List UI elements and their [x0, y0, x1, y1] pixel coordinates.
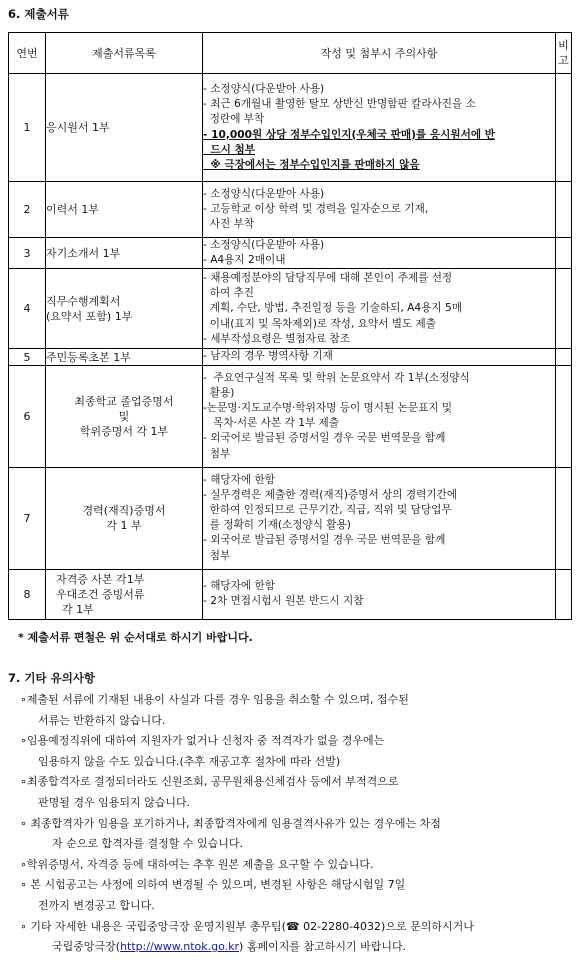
remark-cell	[556, 569, 572, 619]
note-line: 이내(표지 및 목차제외)로 작성, 요약서 별도 제출	[203, 317, 437, 330]
document-name	[46, 238, 203, 269]
table-row	[9, 467, 572, 569]
row-number: 6	[9, 365, 46, 467]
remark-cell	[556, 349, 572, 365]
list-item	[20, 690, 575, 731]
notice-list	[20, 690, 575, 958]
remark-cell	[556, 365, 572, 467]
note-line: 첨부	[203, 549, 231, 562]
row-number: 3	[9, 238, 46, 269]
note-line: - 주요연구실적 목록 및 학위 논문요약서 각 1부(소정양식	[203, 371, 470, 384]
document-name-line: 각 1 부	[106, 519, 142, 533]
note-line: - A4용지 2매이내	[203, 254, 286, 267]
header-notes: 작성 및 첨부시 주의사항	[203, 33, 556, 74]
row-number: 5	[9, 349, 46, 365]
remark-cell	[556, 269, 572, 349]
table-row	[9, 74, 572, 182]
table-row	[9, 569, 572, 619]
note-line: - 해당자에 한함	[203, 473, 275, 486]
document-name-line: 응시원서 1부	[46, 121, 110, 134]
row-number: 8	[9, 569, 46, 619]
homepage-line: 국립중앙극장(http://www.ntok.go.kr) 홈페이지를 참고하시기 바랍니다.	[52, 940, 407, 954]
document-name	[46, 349, 203, 365]
notes-cell	[203, 349, 556, 365]
notes-cell	[203, 467, 556, 569]
document-name-line: 최종학교 졸업증명서	[74, 394, 174, 408]
notes-cell	[203, 569, 556, 619]
contact-line: ∘ 기타 자세한 내용은 국립중앙극장 운영지원부 총무팀(☎ 02-2280-4032)으로 문의하시거나	[20, 919, 474, 933]
list-item-line: ∘ 본 시험공고는 사정에 의하여 변경될 수 있으며, 변경된 사항은 해당시험일 7일	[20, 878, 406, 892]
document-name-line: 주민등록초본 1부	[46, 350, 131, 364]
remark-cell	[556, 74, 572, 182]
document-name-line: 자기소개서 1부	[46, 246, 121, 260]
list-item	[20, 731, 575, 772]
document-name-line: 우대조건 증빙서류	[56, 587, 145, 601]
section-7-title: 7. 기타 유의사항	[8, 671, 96, 685]
note-line: - 소정양식(다운받아 사용)	[203, 82, 325, 95]
document-name-line: 자격증 사본 각1부	[56, 572, 145, 586]
section-6-title: 6. 제출서류	[8, 7, 69, 21]
document-name-line: (요약서 포함) 1부	[46, 309, 133, 323]
note-line: - 외국어로 발급된 증명서일 경우 국문 번역문을 함께	[203, 432, 446, 445]
list-item-line: ∘임용예정직위에 대하여 지원자가 없거나 신청자 중 적격자가 없을 경우에는	[20, 734, 385, 748]
list-item	[20, 855, 575, 876]
note-line: - 고등학교 이상 학력 및 경력을 일자순으로 기재,	[203, 202, 429, 215]
document-name	[46, 365, 203, 467]
document-name-line: 경력(재직)증명서	[82, 504, 166, 518]
list-item-line: ∘ 최종합격자가 임용을 포기하거나, 최종합격자에게 임용결격사유가 있는 경우에는 차점	[20, 816, 441, 830]
note-line: 목차·서론 사본 각 1부 제출	[203, 417, 340, 430]
notes-cell	[203, 182, 556, 238]
list-item-line: 서류는 반환하지 않습니다.	[38, 713, 166, 727]
note-line: - 실무경력은 제출한 경력(재직)증명서 상의 경력기간에	[203, 488, 458, 501]
document-name	[46, 74, 203, 182]
document-name	[46, 269, 203, 349]
note-line: 계획, 수단, 방법, 추진일정 등을 기술하되, A4용지 5매	[203, 302, 462, 315]
document-name	[46, 569, 203, 619]
note-line: 드시 첨부	[203, 143, 255, 156]
remark-cell	[556, 467, 572, 569]
note-line: 사진 부착	[203, 218, 255, 231]
note-line: 정란에 부착	[203, 113, 265, 126]
document-name	[46, 182, 203, 238]
note-line: - 해당자에 한함	[203, 579, 275, 592]
list-item-line: ∘최종합격자로 결정되더라도 신원조회, 공무원채용신체검사 등에서 부적격으로	[20, 775, 399, 789]
documents-table	[8, 32, 572, 620]
note-line: - 채용예정분야의 담당직무에 대해 본인이 주제를 선정	[203, 271, 453, 284]
table-row	[9, 349, 572, 365]
table-row	[9, 182, 572, 238]
notes-cell	[203, 269, 556, 349]
document-name-line: 및	[118, 409, 130, 423]
header-no: 연번	[9, 33, 46, 74]
note-line: 첨부	[203, 447, 231, 460]
table-row	[9, 365, 572, 467]
table-row	[9, 238, 572, 269]
note-line: - 최근 6개월내 촬영한 탈모 상반신 반명함판 칼라사진을 소	[203, 98, 476, 111]
note-line: 하여 추진	[203, 287, 255, 300]
remark-cell	[556, 238, 572, 269]
note-line: 활용)	[203, 386, 235, 399]
note-line: - 소정양식(다운받아 사용)	[203, 239, 325, 251]
notes-cell	[203, 238, 556, 269]
table-row	[9, 269, 572, 349]
list-item	[20, 917, 575, 958]
note-line: ※ 극장에서는 정부수입인지를 판매하지 않음	[203, 158, 420, 171]
list-item-line: ∘학위증명서, 자격증 등에 대하여는 추후 원본 제출을 요구할 수 있습니다.	[20, 857, 374, 871]
remark-cell	[556, 182, 572, 238]
header-doc: 제출서류목록	[46, 33, 203, 74]
notes-cell	[203, 74, 556, 182]
row-number: 7	[9, 467, 46, 569]
note-line: - 2차 면접시험시 원본 반드시 지참	[203, 595, 364, 608]
header-remark: 비 고	[556, 33, 572, 74]
row-number: 1	[9, 74, 46, 182]
list-item-line: 판명될 경우 임용되지 않습니다.	[38, 795, 191, 809]
footnote: * 제출서류 편철은 위 순서대로 하시기 바랍니다.	[18, 631, 253, 644]
homepage-link[interactable]: http://www.ntok.go.kr	[120, 940, 240, 954]
list-item-line: 자 순으로 합격자를 결정할 수 있습니다.	[52, 837, 243, 851]
note-line: 한하여 인정되므로 근무기간, 직급, 직위 및 담당업무	[203, 503, 452, 516]
document-name-line: 학위증명서 각 1부	[79, 424, 169, 438]
document-name	[46, 467, 203, 569]
list-item	[20, 814, 575, 855]
table-header-row	[9, 33, 572, 74]
note-line: - 남자의 경우 병역사항 기재	[203, 350, 333, 363]
row-number: 4	[9, 269, 46, 349]
list-item-line: 전까지 변경공고 합니다.	[38, 898, 155, 912]
row-number: 2	[9, 182, 46, 238]
list-item	[20, 772, 575, 813]
document-name-line: 각 1부	[62, 602, 94, 616]
document-name-line: 직무수행계획서	[46, 294, 121, 308]
note-line: - 소정양식(다운받아 사용)	[203, 187, 325, 200]
note-line: - 세부작성요령은 별첨자료 참조	[203, 332, 350, 345]
note-line: 를 정확히 기재(소정양식 활용)	[203, 519, 351, 532]
document-name-line: 이력서 1부	[46, 203, 99, 216]
note-line: - 10,000원 상당 정부수입인지(우체국 판매)를 응시원서에 반	[203, 128, 495, 141]
list-item	[20, 875, 575, 916]
notes-cell	[203, 365, 556, 467]
list-item-line: ∘제출된 서류에 기재된 내용이 사실과 다를 경우 임용을 취소할 수 있으며, 접수된	[20, 693, 409, 706]
note-line: -논문명·지도교수명·학위자명 등이 명시된 논문표지 및	[203, 401, 453, 414]
note-line: - 외국어로 발급된 증명서일 경우 국문 번역문을 함께	[203, 534, 446, 547]
list-item-line: 임용하지 않을 수도 있습니다.(추후 재공고후 절차에 따라 선발)	[38, 754, 341, 768]
